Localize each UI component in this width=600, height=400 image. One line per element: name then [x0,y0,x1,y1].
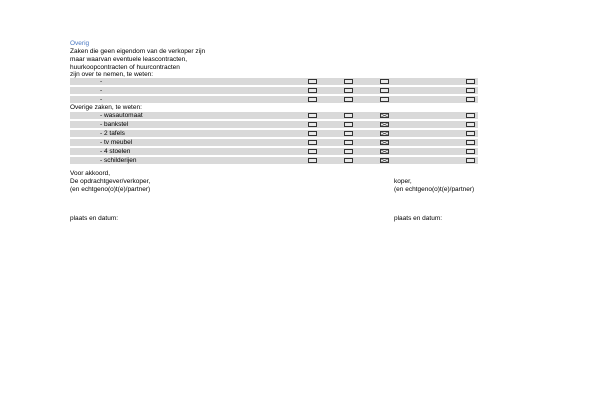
unchecked-checkbox[interactable] [344,149,353,154]
unchecked-checkbox[interactable] [466,122,475,127]
unchecked-checkbox[interactable] [466,149,475,154]
unchecked-checkbox[interactable] [466,131,475,136]
buyer-partner-label: (en echtgeno(o)t(e)/partner) [394,186,475,193]
unchecked-checkbox[interactable] [344,158,353,163]
lease-item-row [70,78,478,85]
other-item-row-label: - wasautomaat [100,112,143,119]
other-item-row [70,139,478,146]
cross-mark-icon [381,123,388,126]
unchecked-checkbox[interactable] [308,140,317,145]
unchecked-checkbox[interactable] [308,113,317,118]
buyer-label: koper, [394,178,412,185]
other-item-row [70,130,478,137]
other-item-row [70,148,478,155]
section-heading: Overig [70,40,90,47]
unchecked-checkbox[interactable] [466,113,475,118]
unchecked-checkbox[interactable] [308,158,317,163]
lease-item-row [70,87,478,94]
unchecked-checkbox[interactable] [308,122,317,127]
unchecked-checkbox[interactable] [466,158,475,163]
intro-line-1: Zaken die geen eigendom van de verkoper zijn [70,48,206,55]
checked-checkbox[interactable] [380,113,389,118]
lease-item-row-label: - [100,87,103,94]
unchecked-checkbox[interactable] [466,79,475,84]
unchecked-checkbox[interactable] [308,131,317,136]
unchecked-checkbox[interactable] [344,131,353,136]
lease-item-row-label: - [100,96,103,103]
unchecked-checkbox[interactable] [466,140,475,145]
other-item-row-label: - 4 stoelen [100,148,131,155]
unchecked-checkbox[interactable] [344,97,353,102]
cross-mark-icon [381,159,388,162]
cross-mark-icon [381,141,388,144]
agreement-text: Voor akkoord, [70,170,111,177]
unchecked-checkbox[interactable] [308,97,317,102]
unchecked-checkbox[interactable] [308,88,317,93]
cross-mark-icon [381,150,388,153]
seller-place-date: plaats en datum: [70,215,119,222]
unchecked-checkbox[interactable] [344,140,353,145]
checked-checkbox[interactable] [380,140,389,145]
other-item-row-label: - schilderijen [100,157,137,164]
unchecked-checkbox[interactable] [380,88,389,93]
intro-line-2: maar waarvan eventuele leascontracten, [70,56,188,63]
unchecked-checkbox[interactable] [344,88,353,93]
intro-line-4: zijn over te nemen, te weten: [70,71,154,78]
other-item-row [70,112,478,119]
unchecked-checkbox[interactable] [466,88,475,93]
seller-label: De opdrachtgever/verkoper, [70,178,151,185]
cross-mark-icon [381,114,388,117]
unchecked-checkbox[interactable] [380,79,389,84]
unchecked-checkbox[interactable] [308,79,317,84]
intro-line-3: huurkoopcontracten of huurcontracten [70,64,180,71]
other-items-heading: Overige zaken, te weten: [70,104,142,111]
lease-item-row [70,96,478,103]
unchecked-checkbox[interactable] [344,113,353,118]
unchecked-checkbox[interactable] [380,97,389,102]
seller-partner-label: (en echtgeno(o)t(e)/partner) [70,186,151,193]
unchecked-checkbox[interactable] [466,97,475,102]
other-item-row-label: - tv meubel [100,139,133,146]
unchecked-checkbox[interactable] [344,79,353,84]
lease-item-row-label: - [100,78,103,85]
checked-checkbox[interactable] [380,122,389,127]
other-item-row [70,157,478,164]
buyer-place-date: plaats en datum: [394,215,443,222]
other-item-row-label: - bankstel [100,121,129,128]
checked-checkbox[interactable] [380,158,389,163]
checked-checkbox[interactable] [380,131,389,136]
cross-mark-icon [381,132,388,135]
checked-checkbox[interactable] [380,149,389,154]
unchecked-checkbox[interactable] [308,149,317,154]
unchecked-checkbox[interactable] [344,122,353,127]
other-item-row-label: - 2 tafels [100,130,125,137]
other-item-row [70,121,478,128]
